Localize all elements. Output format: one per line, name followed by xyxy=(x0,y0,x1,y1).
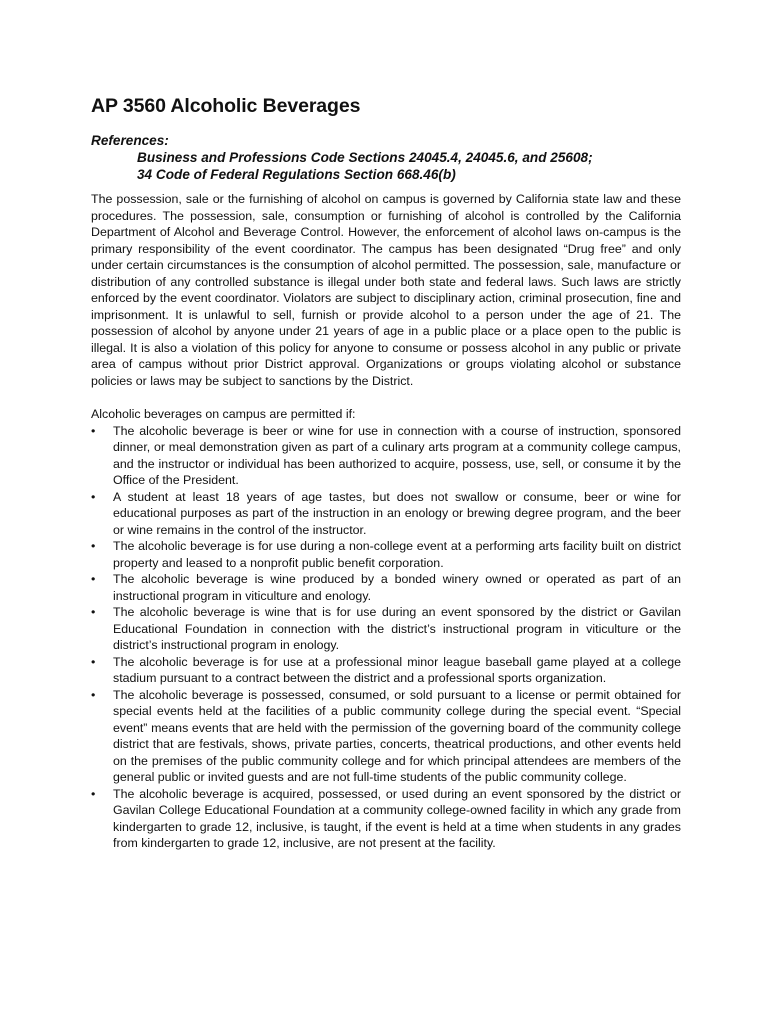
bullet-icon: • xyxy=(91,572,96,586)
list-item xyxy=(91,538,681,571)
list-item xyxy=(91,604,681,654)
list-item xyxy=(91,654,681,687)
document-page xyxy=(91,94,681,852)
condition-text: The alcoholic beverage is acquired, possessed, or used during an event sponsored by the district or Gavilan College Educational Foundation at a community college-owned facility in which any grade from kindergarten to grade 12, inclusive, is taught, if the event is held at a time when students in any grades from kindergarten to grade 12, inclusive, are not present at the facility. xyxy=(113,786,681,850)
references-block xyxy=(91,132,681,183)
bullet-icon: • xyxy=(91,786,96,801)
reference-line: Business and Professions Code Sections 24045.4, 24045.6, and 25608; xyxy=(137,150,593,165)
list-item xyxy=(91,489,681,539)
reference-line: 34 Code of Federal Regulations Section 668.46(b) xyxy=(137,167,456,182)
bullet-icon: • xyxy=(91,539,96,553)
condition-text: A student at least 18 years of age tastes, but does not swallow or consume, beer or wine for educational purposes as part of the instruction in an enology or brewing degree program, and the beer or wine remains in the control of the instructor. xyxy=(113,489,681,537)
condition-text: The alcoholic beverage is beer or wine for use in connection with a course of instruction, sponsored dinner, or meal demonstration given as part of a culinary arts program at a community college campus, and the instructor or individual has been authorized to acquire, possess, use, sell, or consume it by the Office of the President. xyxy=(113,423,681,487)
bullet-icon: • xyxy=(91,687,96,702)
list-item xyxy=(91,687,681,786)
list-item xyxy=(91,423,681,489)
condition-text: The alcoholic beverage is wine that is for use during an event sponsored by the district or Gavilan Educational Foundation in connection with the district’s instructional program in viticulture or the district’s instructional program in enology. xyxy=(113,605,681,652)
condition-text: The alcoholic beverage is for use during a non-college event at a performing arts facility built on district property and leased to a nonprofit public benefit corporation. xyxy=(113,539,681,570)
conditions-list xyxy=(91,423,681,852)
list-item xyxy=(91,571,681,604)
policy-paragraph: The possession, sale or the furnishing of alcohol on campus is governed by California state law and these procedures. The possession, sale, consumption or furnishing of alcohol is controlled by the California Department of Alcohol and Beverage Control. However, the enforcement of alcohol laws on-campus is the primary responsibility of the event coordinator. The campus has been designated “Drug free” and only under certain circumstances is the consumption of alcohol permitted. The possession, sale, manufacture or distribution of any controlled substance is illegal under both state and federal laws. Such laws are strictly enforced by the event coordinator. Violators are subject to disciplinary action, criminal prosecution, fine and imprisonment. It is unlawful to sell, furnish or provide alcohol to a person under the age of 21. The possession of alcohol by anyone under 21 years of age in a public place or a place open to the public is illegal. It is also a violation of this policy for anyone to consume or possess alcohol in any public or private area of campus without prior District approval. Organizations or groups violating alcohol or substance policies or laws may be subject to sanctions by the District. xyxy=(91,192,681,388)
bullet-icon: • xyxy=(91,605,96,619)
list-intro: Alcoholic beverages on campus are permitted if: xyxy=(91,407,356,421)
condition-text: The alcoholic beverage is for use at a professional minor league baseball game played at a college stadium pursuant to a contract between the district and a professional sports organization. xyxy=(113,654,681,685)
page-title: AP 3560 Alcoholic Beverages xyxy=(91,95,361,117)
condition-text: The alcoholic beverage is wine produced by a bonded winery owned or operated as part of an instructional program in viticulture and enology. xyxy=(113,572,681,603)
bullet-icon: • xyxy=(91,423,96,438)
bullet-icon: • xyxy=(91,489,96,504)
condition-text: The alcoholic beverage is possessed, consumed, or sold pursuant to a license or permit obtained for special events held at the facilities of a public community college during the special event. “Special event” means events that are held with the permission of the governing board of the community college district that are festivals, shows, private parties, concerts, theatrical productions, and other events held on the premises of the public community college and for which principal attendees are members of the general public or invited guests and are not full-time students of the public community college. xyxy=(113,687,681,784)
bullet-icon: • xyxy=(91,654,96,669)
references-heading: References: xyxy=(91,133,169,148)
list-item xyxy=(91,786,681,852)
